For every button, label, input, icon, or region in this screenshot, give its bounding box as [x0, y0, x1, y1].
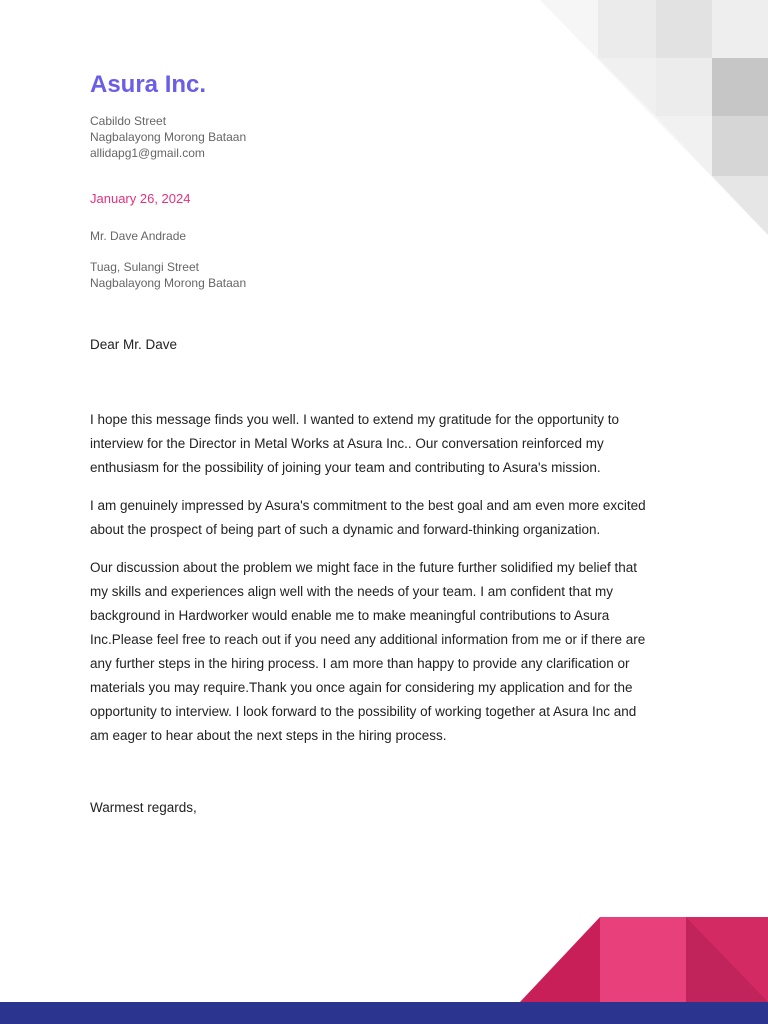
- decoration-magenta-block: [686, 917, 768, 1002]
- decoration-crimson-triangle: [520, 917, 600, 1002]
- recipient-name: Mr. Dave Andrade: [90, 229, 187, 243]
- company-name: Asura Inc.: [90, 71, 207, 98]
- decoration-tile: [712, 0, 768, 58]
- decoration-tile: [712, 116, 768, 176]
- recipient-city: Nagbalayong Morong Bataan: [90, 276, 247, 290]
- sender-email: allidapg1@gmail.com: [90, 146, 205, 160]
- decoration-tile: [598, 0, 656, 58]
- decoration-tile: [656, 0, 712, 58]
- decoration-tile: [656, 116, 712, 176]
- letter-date: January 26, 2024: [90, 191, 191, 206]
- sender-street: Cabildo Street: [90, 114, 167, 128]
- decoration-tile: [712, 58, 768, 116]
- recipient-street: Tuag, Sulangi Street: [90, 260, 199, 274]
- footer-bar: [0, 1002, 768, 1024]
- recipient-address: [90, 259, 246, 291]
- letter-body: [90, 408, 670, 762]
- decoration-shadow-triangle: [686, 917, 768, 1002]
- decoration-tile: [712, 176, 768, 235]
- decoration-shadow-triangle: [540, 0, 768, 235]
- decoration-pink-block: [600, 917, 686, 1002]
- salutation: Dear Mr. Dave: [90, 337, 178, 352]
- closing: Warmest regards,: [90, 800, 197, 815]
- sender-address: [90, 113, 246, 161]
- decoration-tile: [656, 58, 712, 116]
- body-paragraph: I am genuinely impressed by Asura's commitment to the best goal and am even more excited about the prospect of being part of such a dynamic and forward-thinking organization.: [90, 498, 646, 537]
- body-paragraph: I hope this message finds you well. I wanted to extend my gratitude for the opportunity to interview for the Director in Metal Works at Asura Inc.. Our conversation reinforced my enthusiasm for the possibility of joining your team and contributing to Asura's mission.: [90, 412, 620, 475]
- decoration-tile: [598, 58, 656, 116]
- sender-city: Nagbalayong Morong Bataan: [90, 130, 247, 144]
- bottom-decoration: [0, 900, 768, 1024]
- body-paragraph: Our discussion about the problem we might face in the future further solidified my belief that my skills and experiences align well with the needs of your team. I am confident that my background in Hardworker would enable me to make meaningful contributions to Asura Inc.Please feel free to reach out if you need any additional information from me or if there are any further steps in the hiring process. I am more than happy to provide any clarification or materials you may require.Thank you once again for considering my application and for the opportunity to interview. I look forward to the possibility of working together at Asura Inc and am eager to hear about the next steps in the hiring process.: [90, 560, 646, 743]
